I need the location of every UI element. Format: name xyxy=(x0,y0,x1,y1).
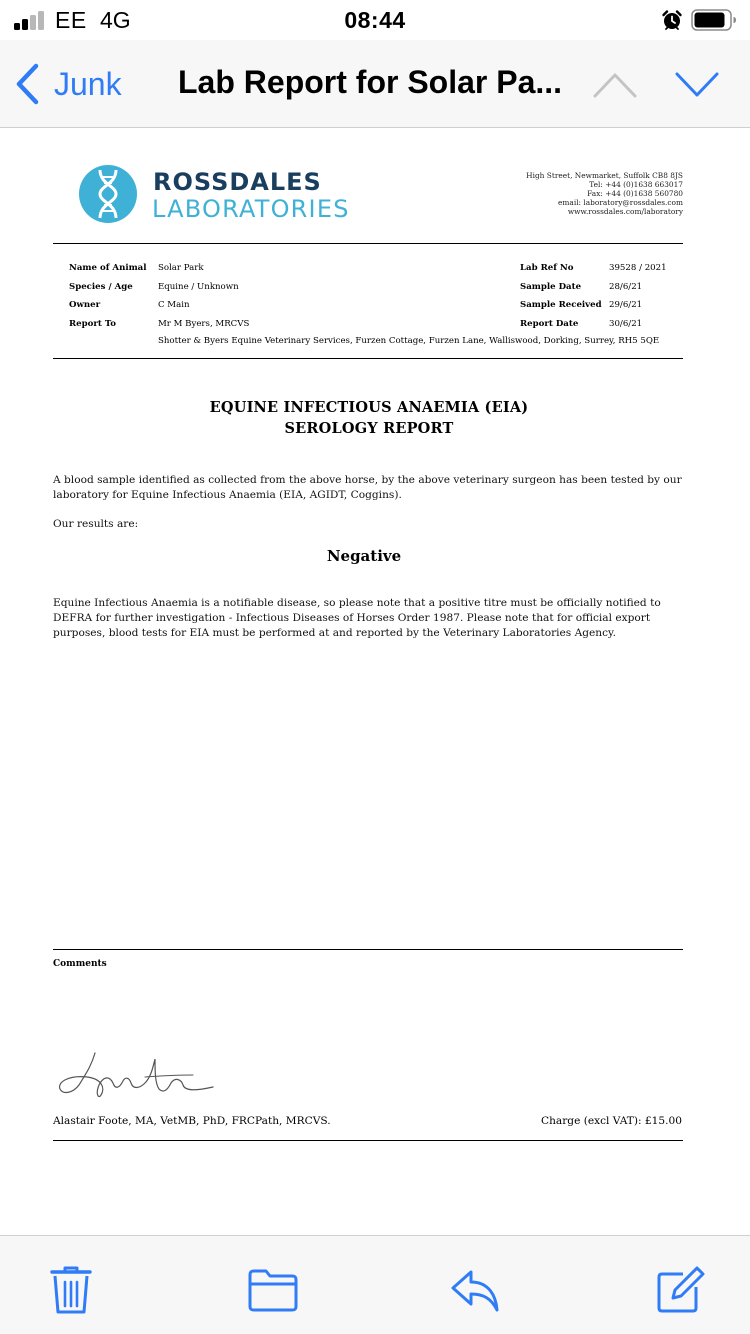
owner-label: Owner xyxy=(69,300,101,310)
address-line: High Street, Newmarket, Suffolk CB8 8JS xyxy=(526,171,683,180)
chevron-left-icon xyxy=(14,63,42,105)
animal-label: Name of Animal xyxy=(69,263,147,273)
practice-address: Shotter & Byers Equine Veterinary Services, Furzen Cottage, Furzen Lane, Walliswood, Dorking, Surrey, RH5 5QE xyxy=(158,336,660,346)
owner-value: C Main xyxy=(158,300,190,310)
lab-report-document[interactable] xyxy=(0,129,750,1235)
brand-subtitle: LABORATORIES xyxy=(152,195,350,223)
comments-label: Comments xyxy=(53,959,107,969)
report-title-line1: EQUINE INFECTIOUS ANAEMIA (EIA) xyxy=(209,399,529,416)
report-date-label: Report Date xyxy=(520,319,579,329)
network-type: 4G xyxy=(100,7,131,33)
species-label: Species / Age xyxy=(69,282,133,292)
charge-amount: Charge (excl VAT): £15.00 xyxy=(541,1115,682,1127)
alarm-icon xyxy=(661,9,683,31)
address-line[interactable]: www.rossdales.com/laboratory xyxy=(567,207,683,216)
sample-date-label: Sample Date xyxy=(520,282,582,292)
address-line[interactable]: email: laboratory@rossdales.com xyxy=(558,198,683,207)
signature-image xyxy=(55,1045,220,1105)
folder-icon[interactable] xyxy=(247,1264,299,1316)
status-time: 08:44 xyxy=(344,7,406,33)
previous-message-icon[interactable] xyxy=(592,68,638,102)
battery-icon xyxy=(691,9,737,31)
test-result: Negative xyxy=(326,547,402,565)
divider xyxy=(53,949,683,950)
sample-date-value: 28/6/21 xyxy=(609,282,643,292)
address-line: Fax: +44 (0)1638 560780 xyxy=(587,189,683,198)
bottom-toolbar xyxy=(0,1235,750,1334)
trash-icon[interactable] xyxy=(45,1264,97,1316)
signatory-name: Alastair Foote, MA, VetMB, PhD, FRCPath, MRCVS. xyxy=(53,1115,331,1127)
reply-icon[interactable] xyxy=(449,1264,501,1316)
carrier-name: EE xyxy=(55,7,87,33)
report-date-value: 30/6/21 xyxy=(609,319,643,329)
lab-ref-label: Lab Ref No xyxy=(520,263,574,273)
divider xyxy=(53,358,683,359)
sample-received-value: 29/6/21 xyxy=(609,300,643,310)
lab-address xyxy=(526,171,683,216)
dna-logo-icon xyxy=(78,164,138,224)
address-line: Tel: +44 (0)1638 663017 xyxy=(589,180,683,189)
nav-bar xyxy=(0,40,750,128)
results-intro: Our results are: xyxy=(53,518,139,530)
email-subject-title: Lab Report for Solar Pa... xyxy=(178,64,563,100)
report-to-label: Report To xyxy=(69,319,116,329)
back-button-label: Junk xyxy=(54,65,122,102)
species-value: Equine / Unknown xyxy=(158,282,239,292)
next-message-icon[interactable] xyxy=(674,68,720,102)
signal-strength-icon xyxy=(14,10,48,30)
status-bar xyxy=(0,0,750,40)
notice-paragraph: Equine Infectious Anaemia is a notifiable disease, so please note that a positive titre must be officially notified to DEFRA for further investigation - Infectious Diseases of Horses Order 1987. Please note that for official export purposes, blood tests for EIA must be performed at and reported by the Veterinary Laboratories Agency. xyxy=(53,597,661,639)
report-title-line2: SEROLOGY REPORT xyxy=(284,420,454,437)
divider xyxy=(53,1140,683,1141)
brand-name: ROSSDALES xyxy=(153,168,322,196)
back-button[interactable] xyxy=(14,62,122,106)
animal-value: Solar Park xyxy=(158,263,204,273)
compose-icon[interactable] xyxy=(653,1264,705,1316)
sample-received-label: Sample Received xyxy=(520,300,602,310)
divider xyxy=(53,243,683,244)
lab-ref-value: 39528 / 2021 xyxy=(609,263,667,273)
intro-paragraph: A blood sample identified as collected from the above horse, by the above veterinary surgeon has been tested by our laboratory for Equine Infectious Anaemia (EIA, AGIDT, Coggins). xyxy=(53,474,682,501)
report-to-value: Mr M Byers, MRCVS xyxy=(158,319,250,329)
